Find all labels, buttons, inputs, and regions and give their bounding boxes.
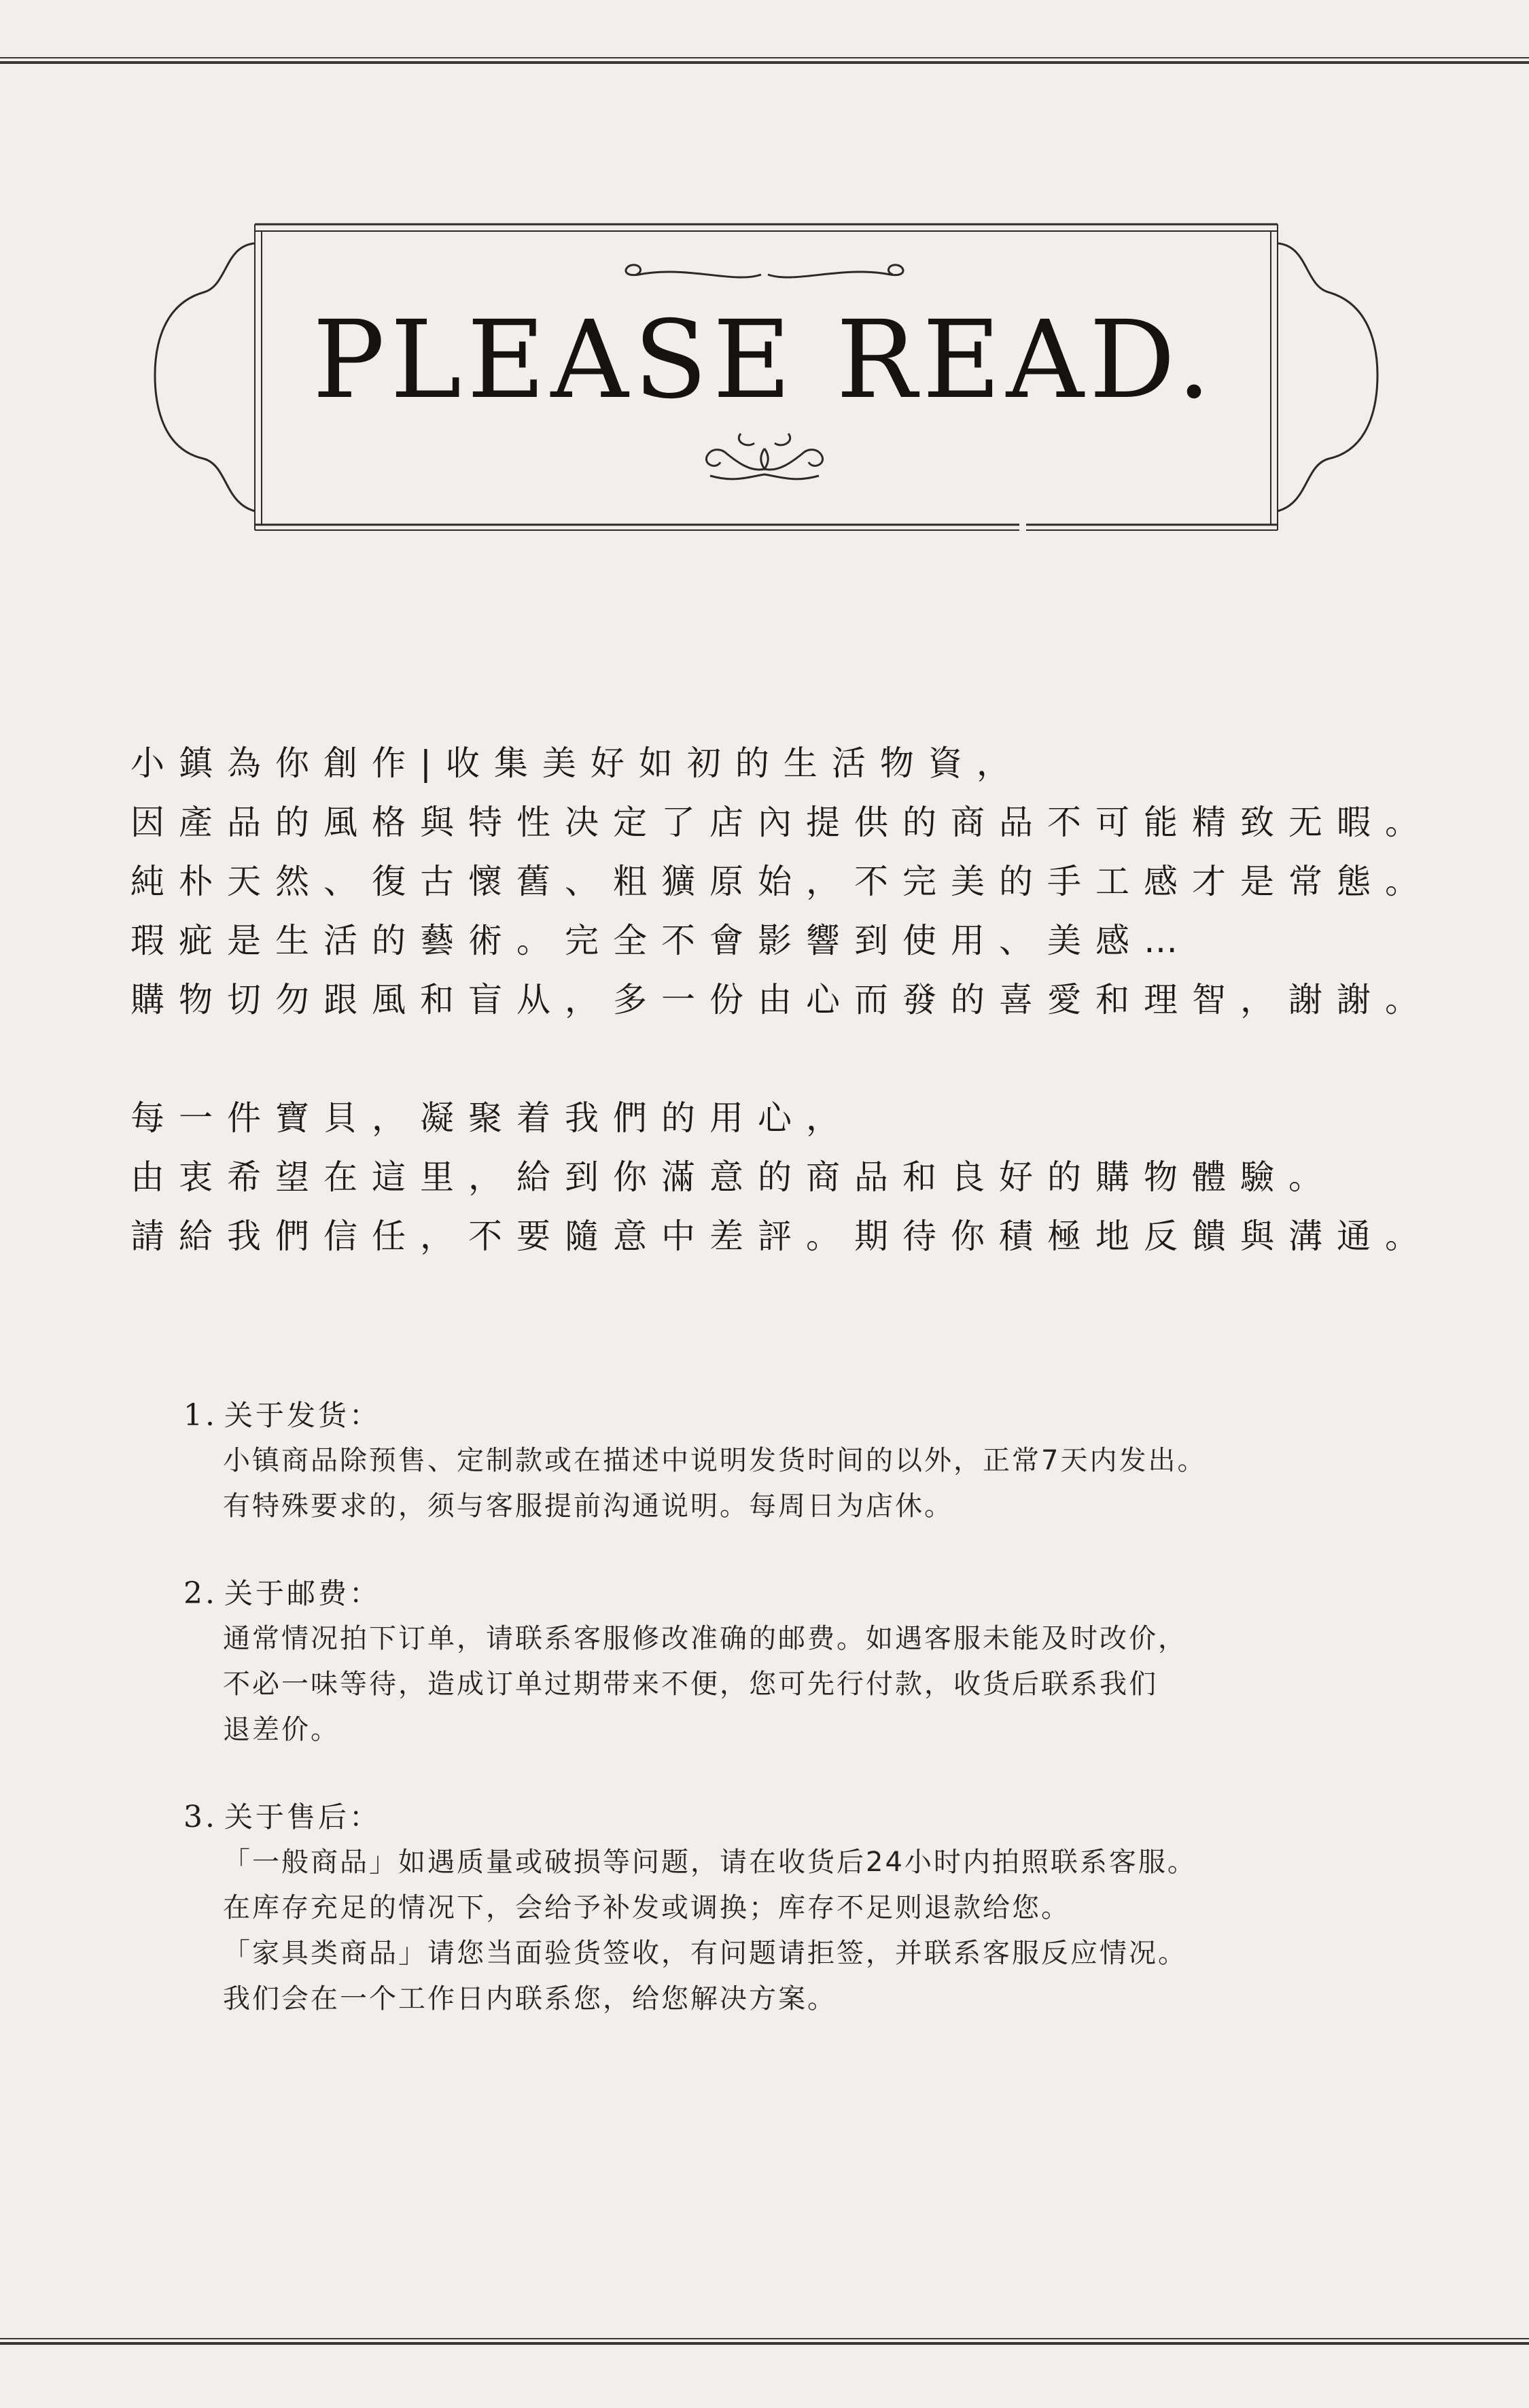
policy-number: 1. xyxy=(183,1398,217,1433)
bottom-double-rule xyxy=(0,2338,1529,2344)
policy-line: 通常情况拍下订单，请联系客服修改准确的邮费。如遇客服未能及时改价， xyxy=(223,1623,1187,1654)
intro-line: 因產品的風格與特性决定了店內提供的商品不可能精致无暇。 xyxy=(130,803,1433,842)
policy-aftersales xyxy=(183,1795,1407,2022)
policy-title: 关于售后： xyxy=(224,1800,381,1834)
policy-line: 小镇商品除预售、定制款或在描述中说明发货时间的以外，正常7天内发出。 xyxy=(223,1445,1207,1476)
policy-number: 2. xyxy=(183,1576,217,1611)
intro-line: 每一件寶貝，凝聚着我們的用心， xyxy=(130,1098,854,1138)
policy-line: 我们会在一个工作日内联系您，给您解决方案。 xyxy=(223,1983,837,2014)
policy-title: 关于邮费： xyxy=(224,1577,381,1610)
top-double-rule xyxy=(0,57,1529,63)
policy-number: 3. xyxy=(183,1800,217,1834)
intro-line: 純朴天然、復古懷舊、粗獷原始，不完美的手工感才是常態。 xyxy=(130,862,1433,901)
intro-text xyxy=(130,734,1476,1266)
intro-line: 由衷希望在這里，給到你滿意的商品和良好的購物體驗。 xyxy=(130,1157,1337,1197)
policy-line: 「家具类商品」请您当面验货签收，有问题请拒签，并联系客服反应情况。 xyxy=(223,1938,1187,1969)
page-title: PLEASE READ. xyxy=(312,298,1217,423)
policy-title: 关于发货： xyxy=(224,1399,381,1432)
intro-line: 請給我們信任，不要隨意中差評。期待你積極地反饋與溝通。 xyxy=(130,1217,1433,1256)
policy-postage xyxy=(183,1571,1407,1753)
policy-line: 在库存充足的情况下，会给予补发或调换；库存不足则退款给您。 xyxy=(223,1892,1070,1923)
intro-line: 瑕疵是生活的藝術。完全不會影響到使用、美感… xyxy=(130,921,1192,960)
policy-heading xyxy=(183,1795,1407,1840)
policy-shipping xyxy=(183,1393,1407,1529)
policy-list xyxy=(183,1393,1407,2064)
policy-line: 退差价。 xyxy=(223,1714,340,1745)
policy-heading xyxy=(183,1571,1407,1616)
intro-line: 小鎮為你創作|收集美好如初的生活物資， xyxy=(130,744,1025,783)
policy-line: 「一般商品」如遇质量或破损等问题，请在收货后24小时内拍照联系客服。 xyxy=(223,1847,1197,1878)
policy-line: 不必一味等待，造成订单过期带来不便，您可先行付款，收货后联系我们 xyxy=(223,1669,1158,1700)
policy-line: 有特殊要求的，须与客服提前沟通说明。每周日为店休。 xyxy=(223,1490,953,1522)
policy-heading xyxy=(183,1393,1407,1438)
intro-line: 購物切勿跟風和盲从，多一份由心而發的喜愛和理智，謝謝。 xyxy=(130,980,1433,1019)
